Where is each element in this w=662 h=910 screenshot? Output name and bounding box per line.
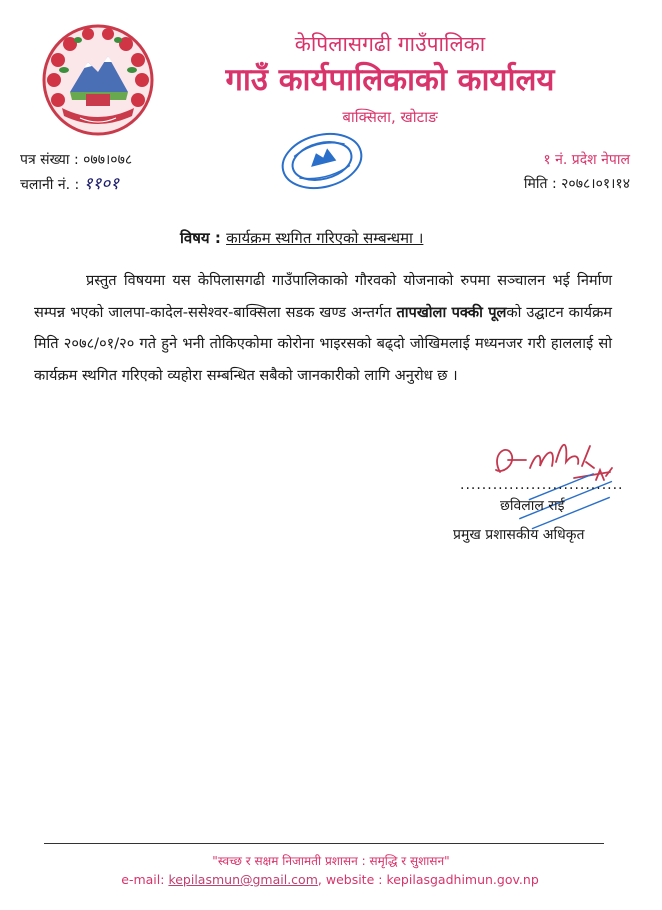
- letter-date: [450, 172, 630, 196]
- footer-contact: e-mail: kepilasmun@gmail.com, website : kepilasgadhimun.gov.np: [121, 872, 539, 887]
- website-label: website :: [325, 872, 383, 887]
- letter-number-value: ०७७।०७८: [83, 152, 133, 168]
- subject-label: विषय :: [180, 229, 221, 247]
- footer-motto: "स्वच्छ र सक्षम निजामती प्रशासन : समृद्धि र सुशासन": [212, 854, 450, 868]
- office-stamp-icon: [276, 128, 368, 194]
- signatory-title: प्रमुख प्रशासकीय अधिकृत: [453, 527, 585, 543]
- reference-right: [450, 148, 630, 196]
- date-value: २०७८।०१।१४: [561, 176, 630, 192]
- dispatch-number-value: ११०१: [83, 174, 120, 194]
- reference-left: [20, 148, 132, 197]
- body-text-part1: प्रस्तुत विषयमा यस केपिलासगढी गाउँपालिकाको गौरवको योजनाको रुपमा सञ्चालन भई निर्माण सम्पन्न भएको जालपा-कादेल-ससेश्वर-बाक्सिला सडक खण्ड अन्तर्गत: [34, 272, 612, 321]
- subject-text: कार्यक्रम स्थगित गरिएको सम्बन्धमा ।: [226, 229, 424, 247]
- email-link[interactable]: kepilasmun@gmail.com: [168, 872, 318, 887]
- letter-body: [34, 265, 612, 391]
- office-address: बाक्सिला, खोटाङ: [342, 108, 438, 126]
- dispatch-number-label: चलानी नं. :: [20, 177, 80, 193]
- letter-number: [20, 148, 132, 172]
- letter-number-label: पत्र संख्या :: [20, 152, 79, 168]
- footer-divider: [44, 843, 604, 844]
- body-text-part2: को उद्घाटन कार्यक्रम मिति २०७८/०१/२० गते हुने भनी तोकिएकोमा कोरोना भाइरसको बढ्दो जोखिमलाई मध्यनजर गरी हाललाई सो कार्यक्रम स्थगित गरिएको व्यहोरा सम्बन्धित सबैको जानकारीको लागि अनुरोध छ ।: [34, 303, 613, 384]
- website-link[interactable]: kepilasgadhimun.gov.np: [386, 872, 539, 887]
- signature-line: ..............................: [460, 477, 624, 493]
- subject-line: [180, 228, 423, 248]
- email-label: e-mail:: [121, 872, 165, 887]
- province-label: १ नं. प्रदेश नेपाल: [543, 152, 630, 168]
- dispatch-number: [20, 172, 132, 197]
- signatory-name: छविलाल राई: [500, 498, 565, 514]
- body-bridge-name: तापखोला पक्की पूल: [396, 303, 507, 321]
- office-title: गाउँ कार्यपालिकाको कार्यालय: [225, 62, 555, 98]
- date-label: मिति :: [523, 176, 557, 192]
- municipality-name: केपिलासगढी गाउँपालिका: [294, 32, 486, 56]
- nepal-emblem-icon: [40, 22, 156, 138]
- body-paragraph: [34, 265, 612, 391]
